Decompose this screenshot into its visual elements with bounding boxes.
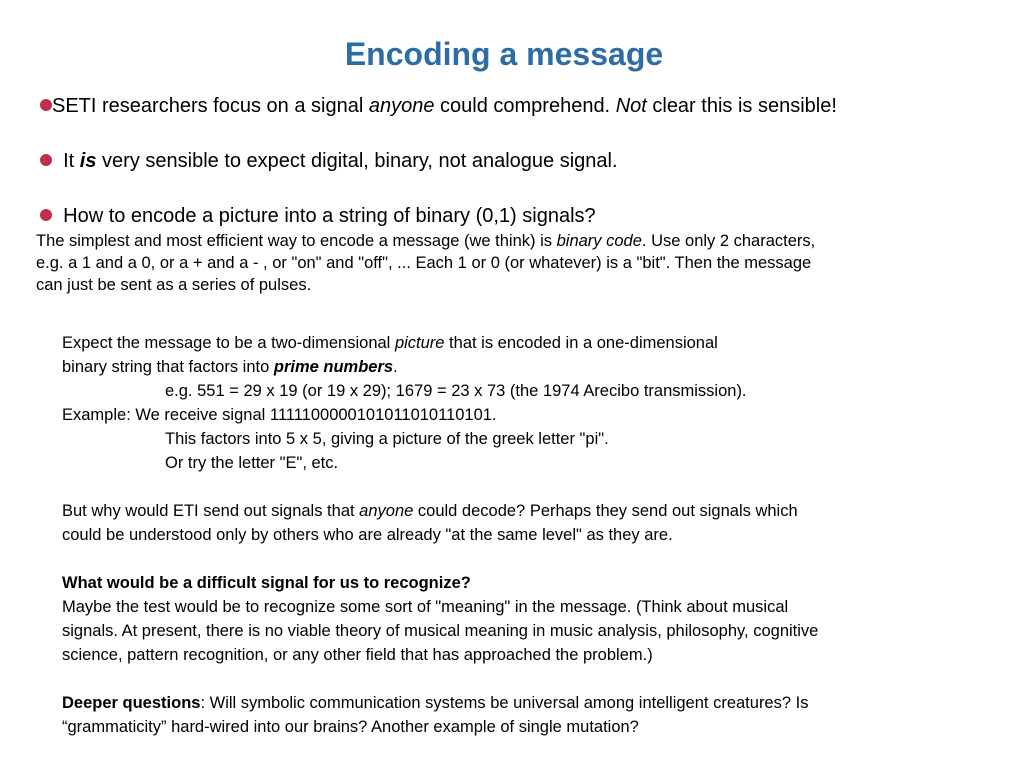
body-line: Expect the message to be a two-dimensional picture that is encoded in a one-dimensional (62, 334, 718, 352)
bullet-digital-signal (40, 149, 618, 173)
body-line: This factors into 5 x 5, giving a picture of the greek letter "pi". (165, 430, 609, 448)
body-text (62, 332, 818, 740)
body-line: But why would ETI send out signals that anyone could decode? Perhaps they send out signals which (62, 502, 798, 520)
bullet-text-pre: It (63, 150, 80, 172)
intro-line: can just be sent as a series of pulses. (36, 276, 312, 294)
bullet-text: How to encode a picture into a string of binary (0,1) signals? (63, 205, 596, 227)
body-line: e.g. 551 = 29 x 19 (or 19 x 29); 1679 = 23 x 73 (the 1974 Arecibo transmission). (165, 382, 747, 400)
intro-line: e.g. a 1 and a 0, or a + and a - , or "on" and "off", ... Each 1 or 0 (or whatever) is a "bit". Then the message (36, 254, 812, 272)
blank-line (62, 476, 818, 500)
body-line: Or try the letter "E", etc. (165, 454, 339, 472)
body-line: Deeper questions: Will symbolic communication systems be universal among intelligent creatures? Is (62, 694, 809, 712)
bullet-encode-picture (40, 204, 596, 228)
body-line: could be understood only by others who are already "at the same level" as they are. (62, 526, 673, 544)
deeper-questions-label: Deeper questions (62, 694, 201, 712)
bullet-dot-icon (40, 154, 52, 166)
bullet-text-em: is (79, 150, 97, 172)
blank-line (62, 668, 818, 692)
intro-paragraph (36, 230, 815, 296)
body-line: binary string that factors into prime numbers. (62, 358, 398, 376)
body-line: Maybe the test would be to recognize some sort of "meaning" in the message. (Think about musical (62, 598, 789, 616)
bullet-dot-icon (40, 209, 52, 221)
bullet-text-pre: SETI researchers focus on a signal (52, 95, 369, 117)
bullet-text-em: anyone (368, 95, 435, 117)
bullet-dot-icon (40, 99, 52, 111)
bullet-text-post: clear this is sensible! (646, 95, 837, 117)
bullet-text-mid: could comprehend. (434, 95, 616, 117)
anyone-term: anyone (359, 502, 414, 520)
slide-title: Encoding a message (344, 36, 664, 72)
body-line: signals. At present, there is no viable theory of musical meaning in music analysis, philosophy, cognitive (62, 622, 819, 640)
bullet-seti-focus (40, 94, 837, 118)
bullet-text-post: very sensible to expect digital, binary, not analogue signal. (96, 150, 618, 172)
body-line: “grammaticity” hard-wired into our brains? Another example of single mutation? (62, 718, 639, 736)
prime-numbers-term: prime numbers (273, 358, 394, 376)
bullet-text-em: Not (615, 95, 647, 117)
body-line: Example: We receive signal 1111100000101011010110101. (62, 406, 497, 424)
intro-line: The simplest and most efficient way to encode a message (we think) is binary code. Use only 2 characters, (36, 232, 816, 250)
binary-code-term: binary code (556, 232, 642, 250)
section-heading: What would be a difficult signal for us to recognize? (62, 574, 471, 592)
picture-term: picture (394, 334, 445, 352)
body-line: science, pattern recognition, or any other field that has approached the problem.) (62, 646, 653, 664)
blank-line (62, 548, 818, 572)
